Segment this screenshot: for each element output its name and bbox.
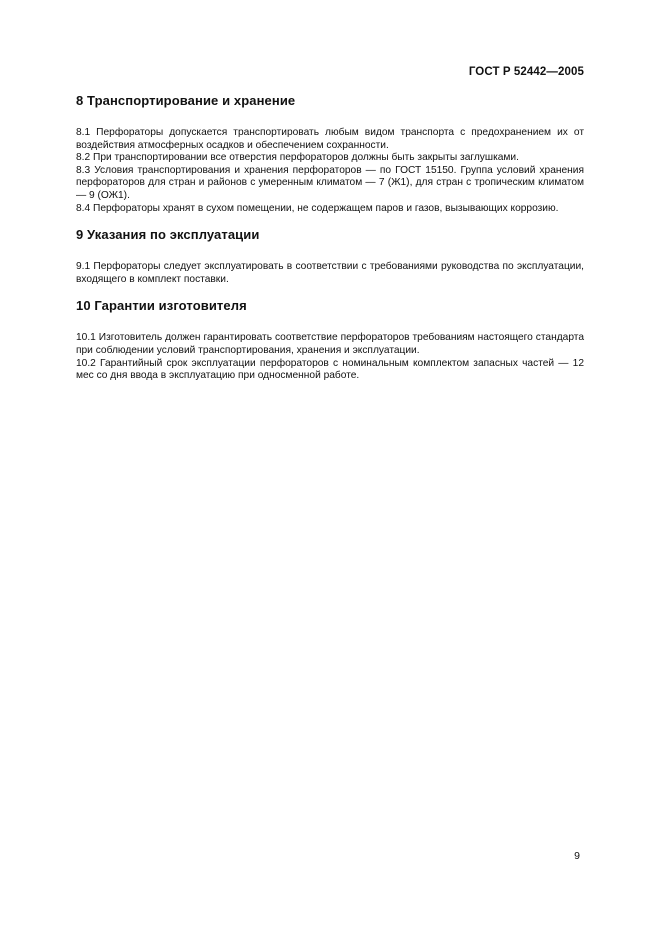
- section-title: 9 Указания по эксплуатации: [76, 227, 260, 243]
- document-id: ГОСТ Р 52442—2005: [468, 66, 584, 78]
- section-operation: [76, 227, 584, 286]
- page-number: 9: [574, 850, 580, 862]
- paragraph-10-2: 10.2 Гарантийный срок эксплуатации перфораторов с номинальным комплектом запасных частей — 12 мес со дня ввода в эксплуатацию при односменной работе.: [76, 357, 584, 382]
- document-body: [76, 93, 584, 392]
- section-transport-storage: [76, 93, 584, 215]
- paragraph-8-3: 8.3 Условия транспортирования и хранения перфораторов — по ГОСТ 15150. Группа условий хранения перфораторов для стран и районов с умеренным климатом — 7 (Ж1), для стран с тропическим климатом — 9 (ОЖ1).: [76, 164, 584, 201]
- paragraph-8-4: 8.4 Перфораторы хранят в сухом помещении, не содержащем паров и газов, вызывающих коррозию.: [76, 202, 559, 214]
- section-title: 8 Транспортирование и хранение: [76, 93, 296, 108]
- paragraph-10-1: 10.1 Изготовитель должен гарантировать соответствие перфораторов требованиям настоящего стандарта при соблюдении условий транспортирования, хранения и эксплуатации.: [76, 332, 584, 356]
- section-warranty: [76, 298, 584, 382]
- paragraph-9-1: 9.1 Перфораторы следует эксплуатировать в соответствии с требованиями руководства по эксплуатации, входящего в комплект поставки.: [76, 261, 584, 285]
- paragraph-8-1: 8.1 Перфораторы допускается транспортировать любым видом транспорта с предохранением их от воздействия атмосферных осадков и обеспечением сохранности.: [76, 127, 584, 151]
- paragraph-8-2: 8.2 При транспортировании все отверстия перфораторов должны быть закрыты заглушками.: [76, 152, 519, 164]
- section-title: 10 Гарантии изготовителя: [76, 298, 247, 314]
